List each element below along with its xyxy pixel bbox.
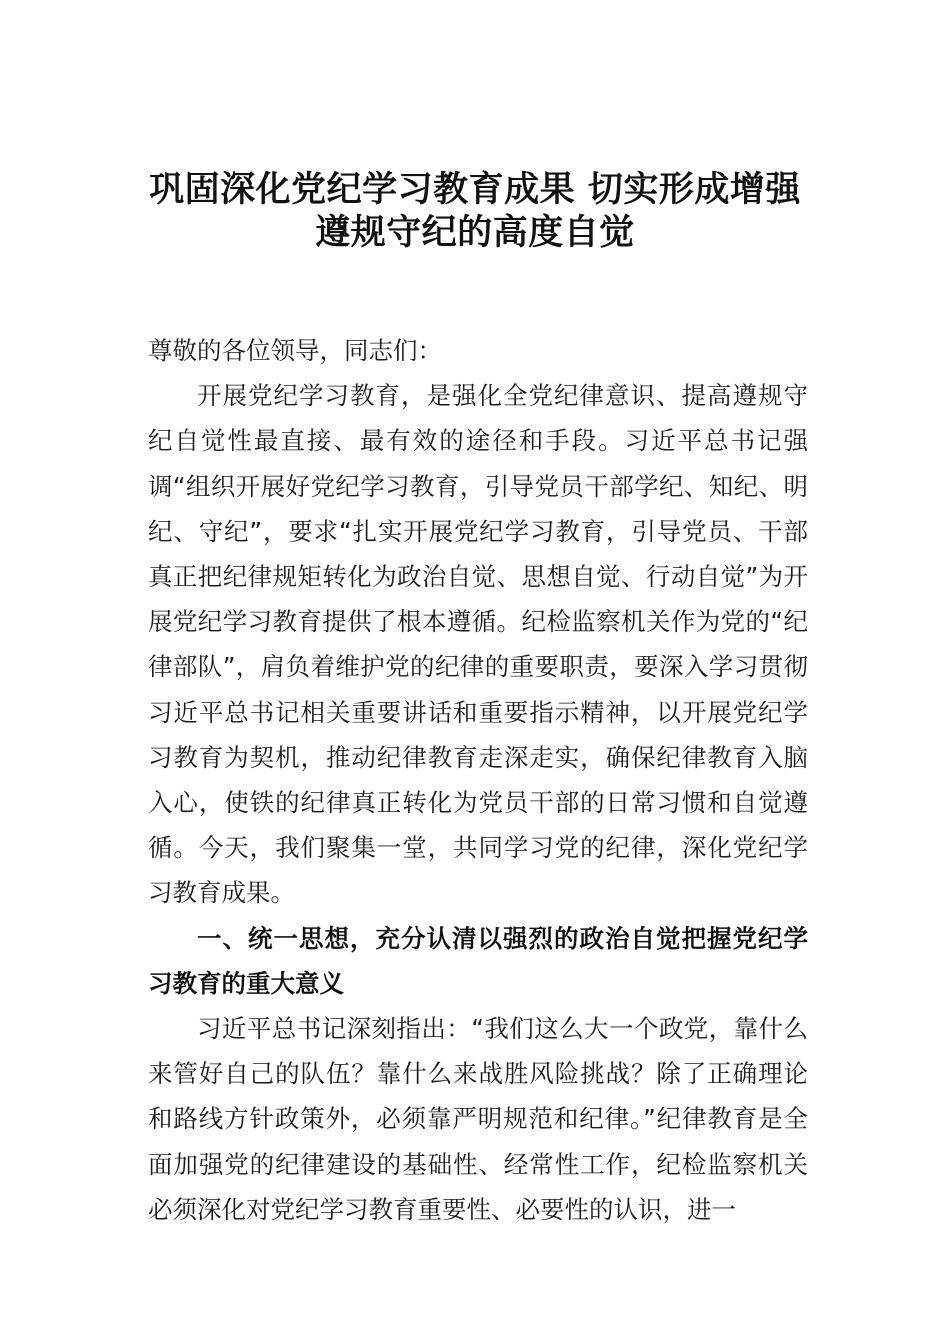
document-title-line-2: 遵规守纪的高度自觉 [315,212,635,253]
paragraph-section-1: 习近平总书记深刻指出：“我们这么大一个政党，靠什么来管好自己的队伍？靠什么来战胜风险挑战？除了正确理论和路线方针政策外，必须靠严明规范和纪律。”纪律教育是全面加强党的纪律建设的基础性、经常性工作，纪检监察机关必须深化对党纪学习教育重要性、必要性的认识，进一 [148,1014,808,1224]
paragraph-intro: 开展党纪学习教育，是强化全党纪律意识、提高遵规守纪自觉性最直接、最有效的途径和手段。习近平总书记强调“组织开展好党纪学习教育，引导党员干部学纪、知纪、明纪、守纪”，要求“扎实开展党纪学习教育，引导党员、干部真正把纪律规矩转化为政治自觉、思想自觉、行动自觉”为开展党纪学习教育提供了根本遵循。纪检监察机关作为党的“纪律部队”，肩负着维护党的纪律的重要职责，要深入学习贯彻习近平总书记相关重要讲话和重要指示精神，以开展党纪学习教育为契机，推动纪律教育走深走实，确保纪律教育入脑入心，使铁的纪律真正转化为党员干部的日常习惯和自觉遵循。今天，我们聚集一堂，共同学习党的纪律，深化党纪学习教育成果。 [148,381,808,908]
document-body [148,328,808,1232]
section-heading-1: 一、统一思想，充分认清以强烈的政治自觉把握党纪学习教育的重大意义 [148,923,808,998]
document-title-line-1: 巩固深化党纪学习教育成果 切实形成增强 [149,169,801,210]
salutation: 尊敬的各位领导，同志们： [148,336,442,365]
